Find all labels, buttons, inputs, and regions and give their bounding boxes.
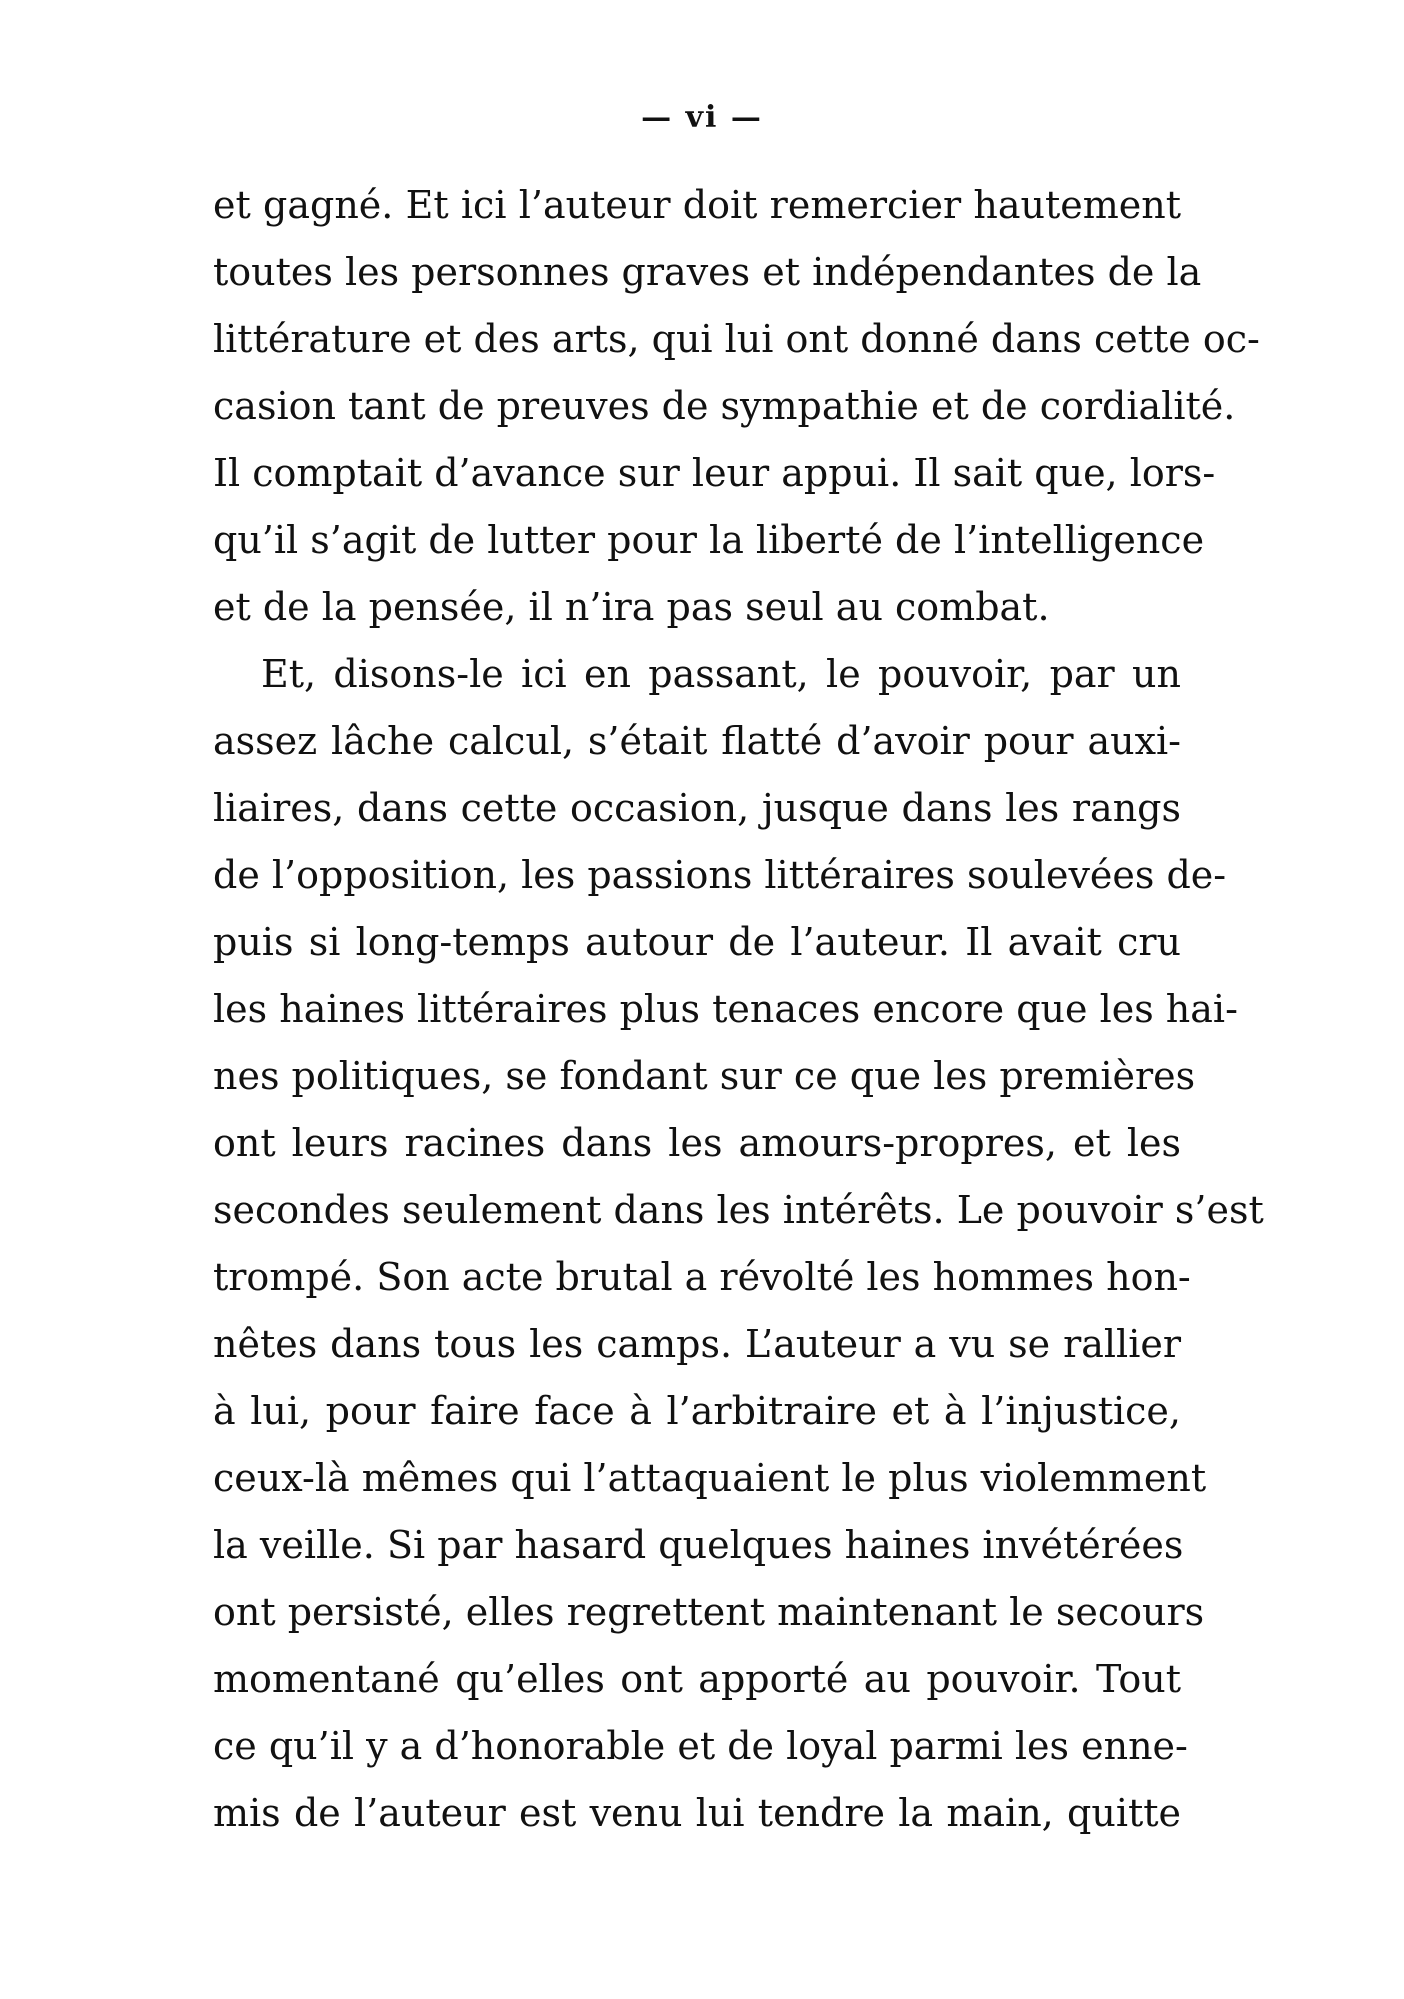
text-line: de l’opposition, les passions littéraires soulevées de-: [213, 853, 1227, 897]
text-line: secondes seulement dans les intérêts. Le pouvoir s’est: [213, 1188, 1264, 1232]
text-line: littérature et des arts, qui lui ont donné dans cette oc-: [213, 317, 1260, 361]
text-line: les haines littéraires plus tenaces encore que les hai-: [213, 987, 1238, 1031]
text-line: liaires, dans cette occasion, jusque dans les rangs: [213, 786, 1181, 830]
text-line: ceux-là mêmes qui l’attaquaient le plus violemment: [213, 1456, 1207, 1500]
text-line: ce qu’il y a d’honorable et de loyal parmi les enne-: [213, 1724, 1188, 1768]
text-line: nêtes dans tous les camps. L’auteur a vu se rallier: [213, 1322, 1181, 1366]
text-line: à lui, pour faire face à l’arbitraire et à l’injustice,: [213, 1389, 1181, 1433]
text-line: qu’il s’agit de lutter pour la liberté de l’intelligence: [213, 518, 1205, 562]
text-line: ont persisté, elles regrettent maintenant le secours: [213, 1590, 1205, 1634]
text-line: nes politiques, se fondant sur ce que les premières: [213, 1054, 1196, 1098]
text-line: la veille. Si par hasard quelques haines invétérées: [213, 1523, 1184, 1567]
text-line: momentané qu’elles ont apporté au pouvoir. Tout: [213, 1657, 1181, 1701]
text-line: assez lâche calcul, s’était flatté d’avoir pour auxi-: [213, 719, 1181, 763]
text-line: toutes les personnes graves et indépendantes de la: [213, 250, 1202, 294]
text-line: ont leurs racines dans les amours-propres, et les: [213, 1121, 1181, 1165]
text-line: trompé. Son acte brutal a révolté les hommes hon-: [213, 1255, 1191, 1299]
paragraph-1: [213, 172, 1260, 641]
text-line: puis si long-temps autour de l’auteur. Il avait cru: [213, 920, 1181, 964]
text-line: Il comptait d’avance sur leur appui. Il sait que, lors-: [213, 451, 1216, 495]
paragraph-2: [213, 641, 1264, 1847]
body-text: [213, 172, 1264, 1847]
text-line: et gagné. Et ici l’auteur doit remercier hautement: [213, 183, 1181, 227]
text-line: Et, disons-le ici en passant, le pouvoir, par un: [261, 652, 1181, 696]
text-line: casion tant de preuves de sympathie et de cordialité.: [213, 384, 1236, 428]
text-line: et de la pensée, il n’ira pas seul au combat.: [213, 585, 1050, 629]
text-line: mis de l’auteur est venu lui tendre la main, quitte: [213, 1791, 1181, 1835]
page-number: — vi —: [641, 100, 763, 135]
